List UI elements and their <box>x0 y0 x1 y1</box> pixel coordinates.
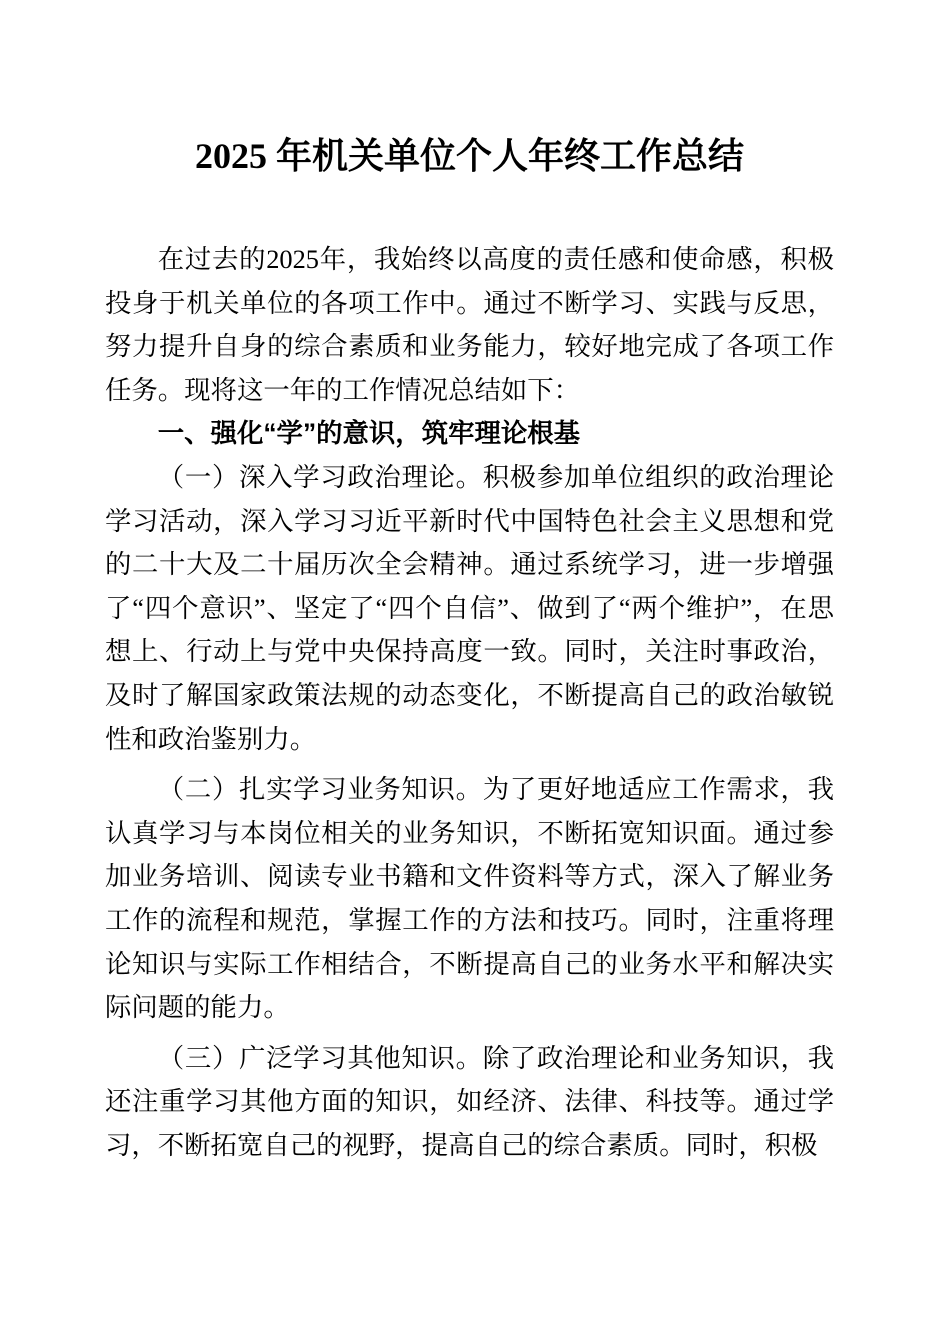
intro-paragraph: 在过去的2025年，我始终以高度的责任感和使命感，积极投身于机关单位的各项工作中。通过不断学习、实践与反思，努力提升自身的综合素质和业务能力，较好地完成了各项工作任务。现将这一年的工作情况总结如下： <box>105 244 834 405</box>
paragraph-other-knowledge-study: （三）广泛学习其他知识。除了政治理论和业务知识，我还注重学习其他方面的知识，如经济、法律、科技等。通过学习，不断拓宽自己的视野，提高自己的综合素质。同时，积极 <box>105 1042 834 1160</box>
paragraph-political-theory-study: （一）深入学习政治理论。积极参加单位组织的政治理论学习活动，深入学习习近平新时代中国特色社会主义思想和党的二十大及二十届历次全会精神。通过系统学习，进一步增强了“四个意识”、坚定了“四个自信”、做到了“两个维护”，在思想上、行动上与党中央保持高度一致。同时，关注时事政治，及时了解国家政策法规的动态变化，不断提高自己的政治敏锐性和政治鉴别力。 <box>105 461 834 754</box>
document-title: 2025 年机关单位个人年终工作总结 <box>194 136 744 176</box>
section-heading-1: 一、强化“学”的意识，筑牢理论根基 <box>157 418 581 449</box>
paragraph-business-knowledge-study: （二）扎实学习业务知识。为了更好地适应工作需求，我认真学习与本岗位相关的业务知识，不断拓宽知识面。通过参加业务培训、阅读专业书籍和文件资料等方式，深入了解业务工作的流程和规范，掌握工作的方法和技巧。同时，注重将理论知识与实际工作相结合，不断提高自己的业务水平和解决实际问题的能力。 <box>105 774 834 1023</box>
